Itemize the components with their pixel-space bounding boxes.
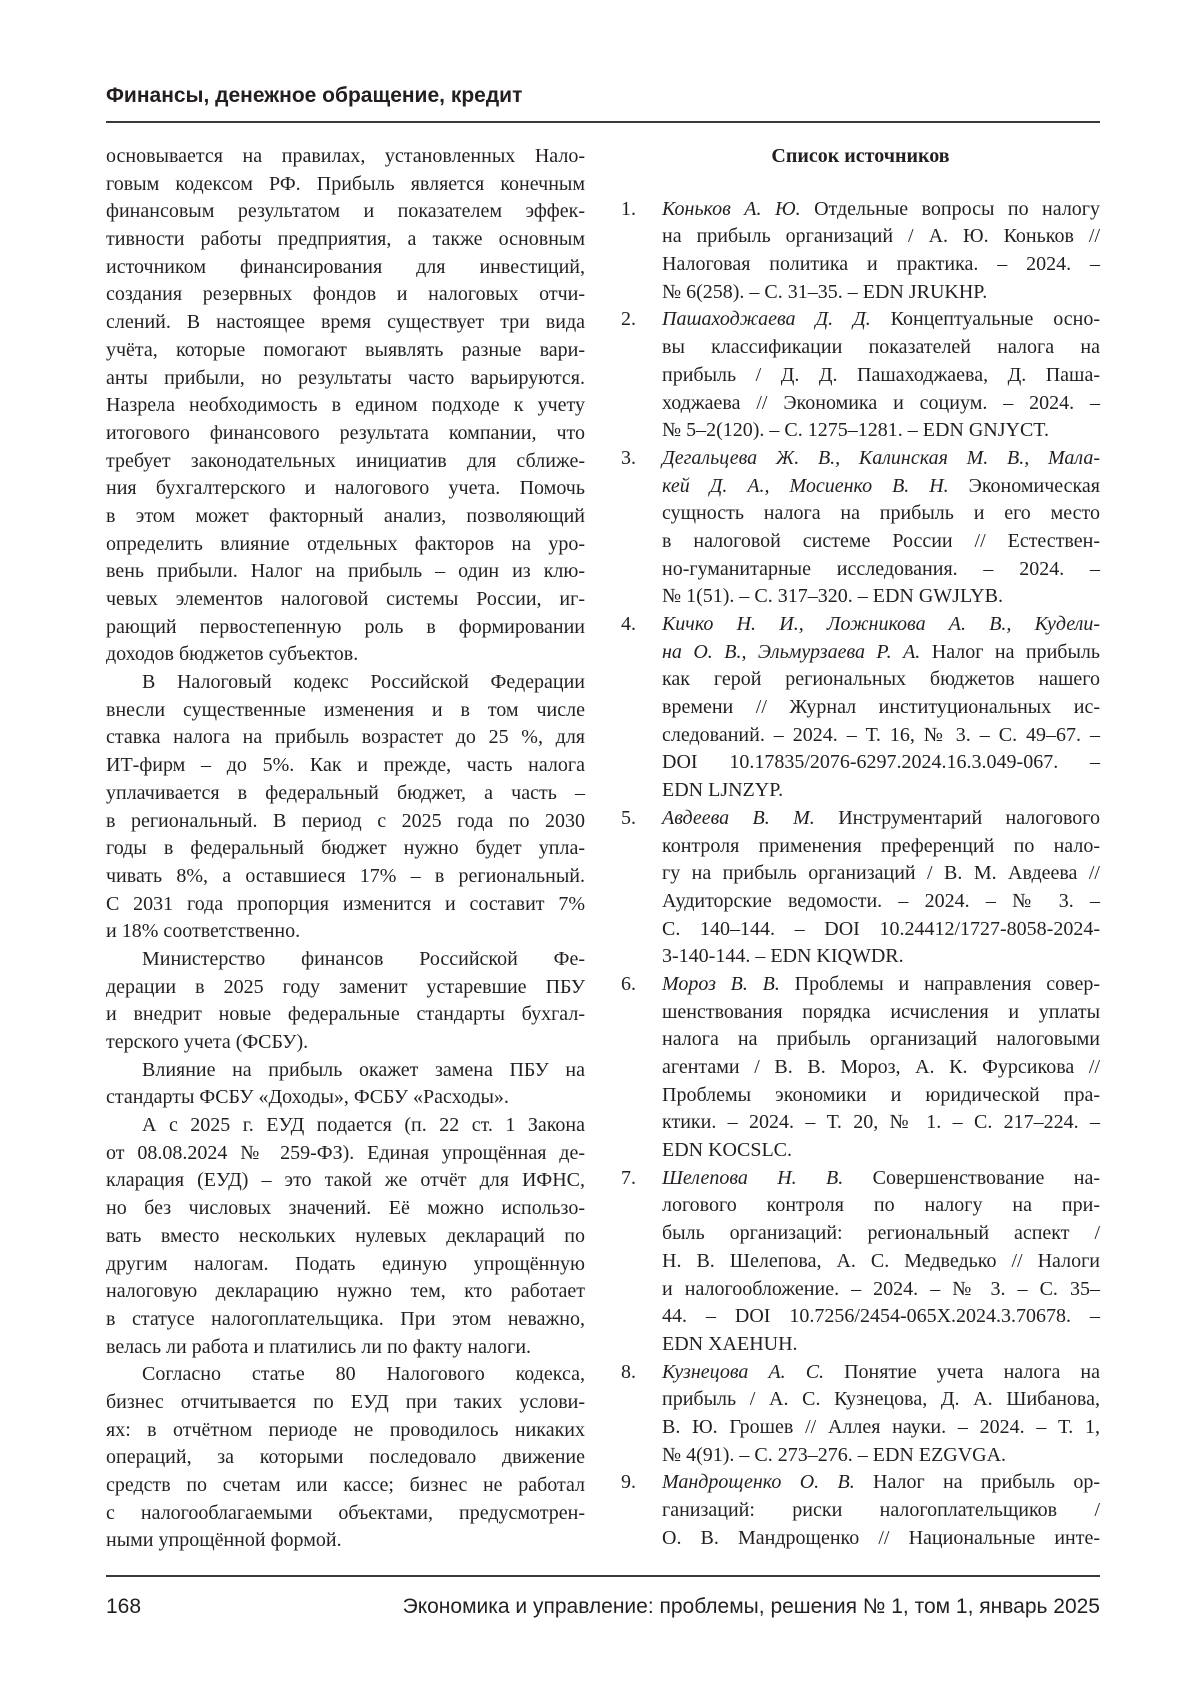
reference-details: прибыль / Д. Д. Пашаходжаева, Д. Паша- bbox=[662, 363, 1100, 386]
text-line: слений. В настоящее время существует три вида bbox=[106, 311, 585, 334]
reference-item bbox=[621, 1359, 1100, 1470]
text-line: но без числовых значений. Её можно использо- bbox=[106, 1197, 585, 1220]
text-line: и внедрит новые федеральные стандарты бухгал- bbox=[106, 1003, 585, 1026]
text-line: итогового финансового результата компании, что bbox=[106, 421, 585, 444]
reference-details: на прибыль организаций / А. Ю. Коньков // bbox=[662, 225, 1100, 248]
text-line: ния бухгалтерского и налогового учета. Помочь bbox=[106, 477, 585, 500]
text-line: и 18% соответственно. bbox=[106, 920, 301, 943]
text-line: бизнес отчитывается по ЕУД при таких услови- bbox=[106, 1390, 585, 1413]
reference-details: как герой региональных бюджетов нашего bbox=[662, 668, 1100, 691]
reference-details: Налог на прибыль bbox=[920, 640, 1100, 663]
reference-line bbox=[662, 777, 1100, 805]
reference-number: 9. bbox=[621, 1471, 636, 1494]
references-column bbox=[621, 143, 1100, 1552]
reference-line bbox=[662, 888, 1100, 916]
text-line: стандарты ФСБУ «Доходы», ФСБУ «Расходы». bbox=[106, 1086, 509, 1109]
reference-text bbox=[662, 971, 1100, 1165]
footer-rule bbox=[106, 1575, 1100, 1577]
running-head-section-title: Финансы, денежное обращение, кредит bbox=[106, 84, 523, 107]
references-list bbox=[621, 196, 1100, 1553]
reference-item bbox=[621, 1469, 1100, 1552]
text-line: уплачивается в федеральный бюджет, а часть – bbox=[106, 781, 585, 804]
reference-line bbox=[662, 1414, 1100, 1442]
reference-line bbox=[662, 722, 1100, 750]
reference-authors: Пашаходжаева Д. Д. bbox=[662, 308, 871, 331]
reference-line bbox=[662, 805, 1100, 833]
reference-number: 8. bbox=[621, 1360, 636, 1383]
paragraph bbox=[106, 143, 585, 669]
reference-authors: Мандрощенко О. В. bbox=[662, 1471, 855, 1494]
text-line: требует законодательных инициатив для сближе- bbox=[106, 449, 585, 472]
reference-line bbox=[662, 556, 1100, 584]
reference-item bbox=[621, 306, 1100, 444]
reference-line bbox=[662, 334, 1100, 362]
reference-details: Концептуальные осно- bbox=[870, 308, 1100, 331]
reference-number: 4. bbox=[621, 613, 636, 635]
text-line: Влияние на прибыль окажет замена ПБУ на bbox=[142, 1058, 585, 1081]
reference-authors: Дегальцева Ж. В., Калинская М. В., Мала- bbox=[662, 446, 1100, 469]
text-line: терского учета (ФСБУ). bbox=[106, 1031, 309, 1053]
reference-line bbox=[662, 500, 1100, 528]
reference-text bbox=[662, 611, 1100, 805]
reference-line bbox=[662, 943, 1100, 971]
reference-details: 3-140-144. – EDN KIQWDR. bbox=[662, 945, 904, 968]
reference-line bbox=[662, 1497, 1100, 1525]
reference-details: ходжаева // Экономика и социум. – 2024. – bbox=[662, 391, 1100, 414]
reference-details: Н. В. Шелепова, А. С. Медведько // Налоги bbox=[662, 1249, 1100, 1272]
reference-text bbox=[662, 196, 1100, 307]
reference-line bbox=[662, 1248, 1100, 1276]
reference-details: логового контроля по налогу на при- bbox=[662, 1194, 1100, 1217]
reference-details: EDN XAEHUH. bbox=[662, 1332, 798, 1355]
reference-line bbox=[662, 390, 1100, 418]
reference-details: Налоговая политика и практика. – 2024. – bbox=[662, 253, 1100, 276]
reference-line bbox=[662, 196, 1100, 224]
reference-item bbox=[621, 1165, 1100, 1359]
page-number: 168 bbox=[106, 1595, 142, 1618]
reference-details: О. В. Мандрощенко // Национальные инте- bbox=[662, 1526, 1100, 1549]
reference-details: Экономическая bbox=[948, 474, 1100, 497]
text-line: от 08.08.2024 № 259-ФЗ). Единая упрощённая де- bbox=[106, 1141, 585, 1164]
reference-details: 44. – DOI 10.7256/2454-065X.2024.3.70678. – bbox=[662, 1305, 1100, 1328]
reference-line bbox=[662, 417, 1100, 445]
reference-details: Совершенствование на- bbox=[843, 1166, 1100, 1189]
reference-details: DOI 10.17835/2076-6297.2024.16.3.049-067. – bbox=[662, 751, 1100, 774]
reference-item bbox=[621, 971, 1100, 1165]
reference-authors: Кичко Н. И., Ложникова А. В., Кудели- bbox=[662, 613, 1100, 635]
text-line: Назрела необходимость в едином подходе к учету bbox=[106, 394, 585, 417]
text-line: ИТ-фирм – до 5%. Как и прежде, часть налога bbox=[106, 754, 585, 777]
reference-details: EDN KOCSLC. bbox=[662, 1139, 793, 1162]
reference-item bbox=[621, 805, 1100, 971]
text-line: Министерство финансов Российской Фе- bbox=[142, 947, 585, 970]
reference-details: № 1(51). – С. 317–320. – EDN GWJLYB. bbox=[662, 585, 1003, 608]
text-line: С 2031 года пропорция изменится и составит 7% bbox=[106, 892, 585, 915]
text-line: ставка налога на прибыль возрастет до 25 %, для bbox=[106, 726, 585, 749]
reference-details: В. Ю. Грошев // Аллея науки. – 2024. – Т. 1, bbox=[662, 1415, 1100, 1438]
reference-details: EDN LJNZYP. bbox=[662, 779, 784, 802]
text-line: говым кодексом РФ. Прибыль является конечным bbox=[106, 172, 585, 195]
text-line: внесли существенные изменения и в том числе bbox=[106, 698, 585, 721]
text-line: средств по счетам или кассе; бизнес не работал bbox=[106, 1474, 585, 1496]
text-line: с налогооблагаемыми объектами, предусмотрен- bbox=[106, 1501, 585, 1524]
reference-authors: Шелепова Н. В. bbox=[662, 1166, 844, 1189]
text-line: создания резервных фондов и налоговых отчи- bbox=[106, 283, 585, 306]
reference-details: ганизаций: риски налогоплательщиков / bbox=[662, 1499, 1100, 1521]
reference-line bbox=[662, 1220, 1100, 1248]
reference-details: но-гуманитарные исследования. – 2024. – bbox=[662, 557, 1100, 580]
text-line: годы в федеральный бюджет нужно будет упла- bbox=[106, 837, 585, 860]
reference-details: налога на прибыль организаций налоговыми bbox=[662, 1028, 1100, 1051]
reference-line bbox=[662, 639, 1100, 667]
text-line: ными упрощённой формой. bbox=[106, 1529, 342, 1552]
text-line: источником финансирования для инвестиций, bbox=[106, 255, 585, 278]
reference-line bbox=[662, 860, 1100, 888]
reference-line bbox=[662, 1386, 1100, 1414]
text-line: доходов бюджетов субъектов. bbox=[106, 643, 359, 666]
text-line: велась ли работа и платились ли по факту налоги. bbox=[106, 1335, 532, 1358]
reference-number: 3. bbox=[621, 446, 636, 469]
reference-line bbox=[662, 971, 1100, 999]
reference-details: Проблемы экономики и юридической пра- bbox=[662, 1083, 1100, 1106]
reference-line bbox=[662, 1109, 1100, 1137]
text-line: чивать 8%, а оставшиеся 17% – в региональный. bbox=[106, 864, 585, 887]
text-line: тивности работы предприятия, а также основным bbox=[106, 228, 585, 251]
reference-details: вы классификации показателей налога на bbox=[662, 336, 1100, 359]
reference-details: Инструментарий налогового bbox=[814, 806, 1100, 829]
paragraph bbox=[106, 946, 585, 1057]
text-line: другим налогам. Подать единую упрощённую bbox=[106, 1252, 585, 1275]
reference-text bbox=[662, 1469, 1100, 1552]
reference-line bbox=[662, 1359, 1100, 1387]
reference-details: Проблемы и направления совер- bbox=[779, 972, 1100, 995]
reference-details: прибыль / А. С. Кузнецова, Д. А. Шибанова, bbox=[662, 1388, 1100, 1411]
text-line: чевых элементов налоговой системы России, иг- bbox=[106, 588, 585, 610]
reference-authors: Авдеева В. М. bbox=[662, 806, 815, 829]
reference-authors: Кузнецова А. С. bbox=[662, 1360, 825, 1383]
reference-authors: кей Д. А., Мосиенко В. Н. bbox=[662, 474, 949, 497]
reference-details: Понятие учета налога на bbox=[824, 1360, 1101, 1383]
reference-details: сущность налога на прибыль и его место bbox=[662, 502, 1100, 525]
reference-number: 2. bbox=[621, 308, 636, 331]
text-line: кларация (ЕУД) – это такой же отчёт для ИФНС, bbox=[106, 1169, 585, 1192]
reference-details: Налог на прибыль ор- bbox=[854, 1471, 1100, 1494]
reference-details: и налогообложение. – 2024. – № 3. – С. 35– bbox=[662, 1277, 1100, 1300]
reference-authors: на О. В., Эльмурзаева Р. А. bbox=[662, 640, 921, 663]
reference-text bbox=[662, 805, 1100, 971]
text-line: А с 2025 г. ЕУД подается (п. 22 ст. 1 Закона bbox=[142, 1114, 585, 1137]
reference-line bbox=[662, 694, 1100, 722]
reference-number: 5. bbox=[621, 806, 636, 829]
reference-line bbox=[662, 749, 1100, 777]
reference-line bbox=[662, 1331, 1100, 1359]
text-line: Согласно статье 80 Налогового кодекса, bbox=[142, 1363, 585, 1386]
paragraph bbox=[106, 1112, 585, 1361]
reference-line bbox=[662, 362, 1100, 390]
reference-line bbox=[662, 223, 1100, 251]
reference-text bbox=[662, 306, 1100, 444]
reference-details: ктики. – 2024. – Т. 20, № 1. – С. 217–224. – bbox=[662, 1111, 1100, 1134]
journal-title: Экономика и управление: проблемы, решения № 1, том 1, январь 2025 bbox=[402, 1595, 1100, 1618]
reference-item bbox=[621, 611, 1100, 805]
paragraph bbox=[106, 669, 585, 946]
references-heading: Список источников bbox=[771, 145, 950, 167]
reference-details: времени // Журнал институциональных ис- bbox=[662, 696, 1100, 719]
text-line: определить влияние отдельных факторов на уро- bbox=[106, 532, 585, 555]
paragraph bbox=[106, 1057, 585, 1112]
reference-line bbox=[662, 1303, 1100, 1331]
reference-line bbox=[662, 1137, 1100, 1165]
text-line: в статусе налогоплательщика. При этом неважно, bbox=[106, 1307, 585, 1330]
reference-text bbox=[662, 1165, 1100, 1359]
header-rule bbox=[106, 121, 1100, 123]
reference-line bbox=[662, 445, 1100, 473]
reference-line bbox=[662, 528, 1100, 556]
reference-details: контроля применения преференций по нало- bbox=[662, 834, 1100, 857]
reference-details: № 6(258). – С. 31–35. – EDN JRUKHP. bbox=[662, 280, 988, 303]
reference-item bbox=[621, 196, 1100, 307]
reference-line bbox=[662, 1469, 1100, 1497]
paragraph bbox=[106, 1361, 585, 1555]
reference-details: Аудиторские ведомости. – 2024. – № 3. – bbox=[662, 889, 1100, 912]
reference-authors: Мороз В. В. bbox=[662, 972, 780, 995]
reference-line bbox=[662, 916, 1100, 944]
reference-details: шенствования порядка исчисления и уплаты bbox=[662, 1000, 1100, 1023]
text-line: анты прибыли, но результаты часто варьируются. bbox=[106, 366, 585, 389]
reference-details: следований. – 2024. – Т. 16, № 3. – С. 49–67. – bbox=[662, 723, 1100, 746]
text-line: в региональный. В период с 2025 года по 2030 bbox=[106, 809, 585, 832]
reference-line bbox=[662, 583, 1100, 611]
text-line: вень прибыли. Налог на прибыль – один из клю- bbox=[106, 560, 585, 583]
reference-details: Отдельные вопросы по налогу bbox=[800, 197, 1100, 220]
reference-line bbox=[662, 1442, 1100, 1470]
reference-number: 1. bbox=[621, 197, 636, 220]
reference-details: в налоговой системе России // Естествен- bbox=[662, 529, 1100, 552]
reference-details: агентами / В. В. Мороз, А. К. Фурсикова // bbox=[662, 1056, 1100, 1078]
reference-line bbox=[662, 999, 1100, 1027]
reference-details: № 5–2(120). – С. 1275–1281. – EDN GNJYCT. bbox=[662, 419, 1050, 442]
reference-authors: Коньков А. Ю. bbox=[662, 197, 801, 220]
reference-line bbox=[662, 473, 1100, 501]
text-line: налоговую декларацию нужно тем, кто работает bbox=[106, 1280, 585, 1303]
reference-text bbox=[662, 1359, 1100, 1470]
reference-line bbox=[662, 1054, 1100, 1082]
text-line: рающий первостепенную роль в формировании bbox=[106, 615, 585, 638]
reference-line bbox=[662, 1082, 1100, 1110]
reference-line bbox=[662, 1192, 1100, 1220]
reference-line bbox=[662, 666, 1100, 694]
reference-details: быль организаций: региональный аспект / bbox=[662, 1222, 1100, 1245]
text-line: финансовым результатом и показателем эффек- bbox=[106, 200, 585, 223]
reference-number: 7. bbox=[621, 1166, 636, 1189]
reference-line bbox=[662, 1276, 1100, 1304]
reference-line bbox=[662, 1525, 1100, 1553]
reference-line bbox=[662, 251, 1100, 279]
text-line: учёта, которые помогают выявлять разные вари- bbox=[106, 338, 585, 361]
text-line: в этом может факторный анализ, позволяющий bbox=[106, 504, 585, 527]
reference-number: 6. bbox=[621, 972, 636, 995]
text-line: ях: в отчётном периоде не проводилось никаких bbox=[106, 1418, 585, 1441]
reference-line bbox=[662, 306, 1100, 334]
reference-item bbox=[621, 445, 1100, 611]
reference-text bbox=[662, 445, 1100, 611]
reference-line bbox=[662, 611, 1100, 639]
body-text-column bbox=[106, 143, 585, 1555]
reference-details: № 4(91). – С. 273–276. – EDN EZGVGA. bbox=[662, 1443, 1007, 1466]
text-line: дерации в 2025 году заменит устаревшие ПБУ bbox=[106, 975, 585, 998]
reference-details: гу на прибыль организаций / В. М. Авдеева // bbox=[662, 862, 1100, 885]
page-footer bbox=[106, 1595, 1100, 1619]
text-line: основывается на правилах, установленных Нало- bbox=[106, 145, 585, 167]
text-line: В Налоговый кодекс Российской Федерации bbox=[142, 671, 585, 694]
reference-line bbox=[662, 279, 1100, 307]
reference-details: С. 140–144. – DOI 10.24412/1727-8058-2024- bbox=[662, 917, 1100, 940]
reference-line bbox=[662, 833, 1100, 861]
text-line: операций, за которыми последовало движение bbox=[106, 1446, 585, 1469]
reference-line bbox=[662, 1026, 1100, 1054]
text-line: вать вместо нескольких нулевых деклараций по bbox=[106, 1224, 585, 1247]
reference-line bbox=[662, 1165, 1100, 1193]
